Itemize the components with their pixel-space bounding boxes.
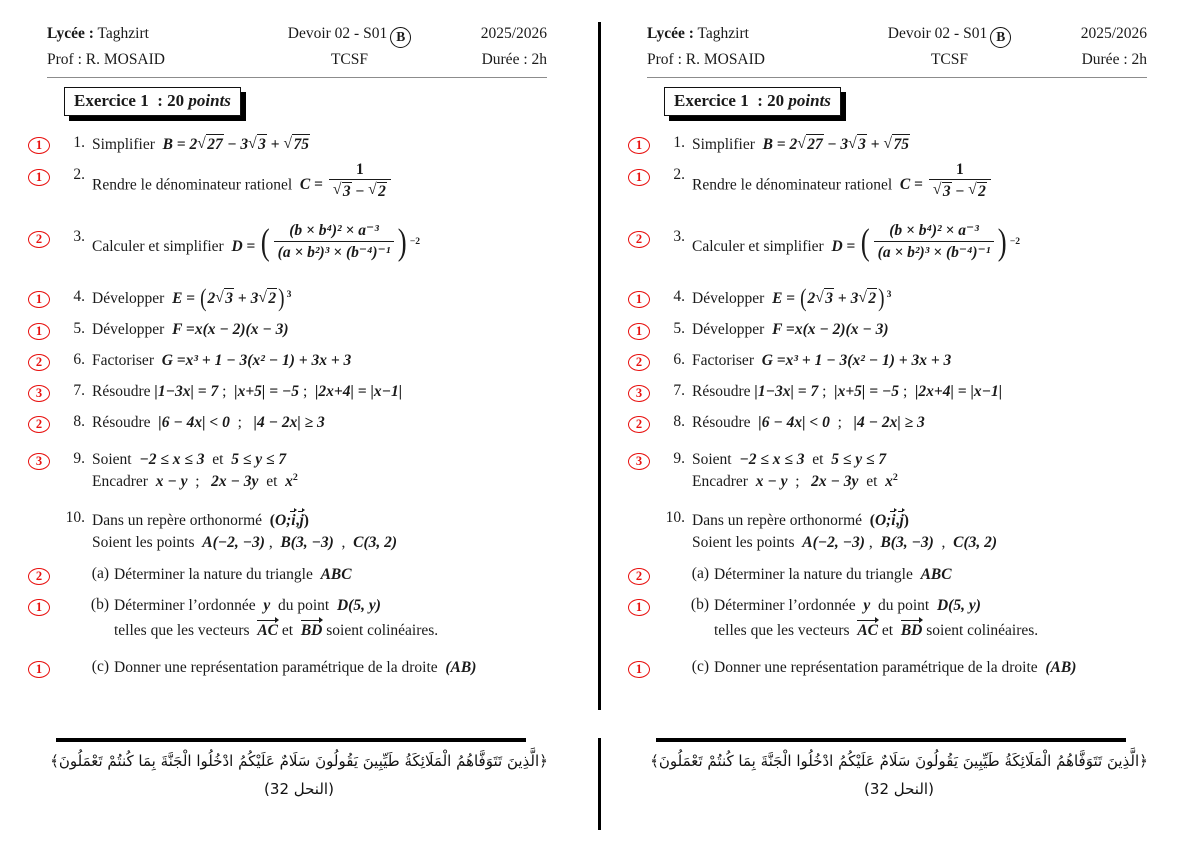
- variant-badge: B: [390, 27, 411, 48]
- question-number: 8.: [73, 413, 85, 431]
- question-item-8: [28, 413, 566, 434]
- school-year: 2025/2026: [480, 25, 547, 42]
- question-number: (c): [691, 658, 709, 676]
- conjunction: et: [266, 472, 278, 490]
- question-list: [628, 134, 1166, 679]
- question-item-1: [628, 134, 1166, 156]
- point-C: C(3, 2): [353, 534, 398, 552]
- question-item-1: [28, 134, 566, 156]
- math-range-x: −2 ≤ x ≤ 3: [739, 450, 805, 468]
- question-item-4: [28, 283, 566, 313]
- unknown-variable: y: [863, 596, 871, 614]
- math-expression-q3: D = ( $\frac{\text{(b × b⁴)² × a⁻³}}{\text{(a × b²)³ × (b⁻⁴)⁻¹}}$ ) $^{-2}$: [231, 222, 421, 264]
- question-text: [692, 134, 1166, 156]
- question-prompt: Rendre le dénominateur rationel: [692, 176, 893, 194]
- question-9-line2: [92, 471, 566, 493]
- encadrer-verb: Encadrer: [92, 472, 148, 490]
- question-prompt: Déterminer la nature du triangle: [114, 565, 313, 583]
- question-text: [714, 658, 1166, 679]
- points-badge: 3: [28, 453, 50, 470]
- question-prompt: Factoriser: [92, 352, 154, 370]
- points-badge: 2: [628, 416, 650, 433]
- points-cell: [628, 134, 662, 154]
- school-label: Lycée :: [647, 25, 694, 42]
- conjunction: et: [212, 450, 224, 468]
- question-text: [114, 565, 566, 586]
- q3-outer-exponent: −2: [1009, 236, 1021, 248]
- quran-footer: [24, 748, 574, 803]
- question-text: [92, 320, 566, 341]
- points-cell: [28, 413, 62, 433]
- question-item-6: [628, 351, 1166, 372]
- conjunction: et: [812, 450, 824, 468]
- math-ineq-2: |4 − 2x| ≥ 3: [853, 414, 925, 432]
- points-badge: 1: [628, 169, 650, 186]
- question-text: [92, 283, 566, 313]
- separator: ,: [268, 534, 273, 552]
- question-10b-line2: [714, 617, 1166, 642]
- points-cell: [628, 320, 662, 340]
- question-text: [92, 134, 566, 156]
- question-number: (a): [691, 564, 709, 582]
- question-text: [92, 450, 566, 471]
- points-cell: [628, 658, 662, 678]
- question-item-2: [28, 160, 566, 206]
- math-range-y: 5 ≤ y ≤ 7: [231, 450, 287, 468]
- math-expression-q1: B = 2 √ 27 − 3 √ 3 + √ 75: [763, 136, 910, 153]
- question-text: [92, 351, 566, 372]
- math-expression-q2: C = 1 √ 3 − √ 2: [900, 176, 993, 193]
- question-text: [92, 160, 566, 206]
- school-name: Taghzirt: [97, 25, 149, 42]
- math-term-1: x − y: [755, 472, 788, 490]
- question-text: [692, 450, 1166, 471]
- math-eq-1: |1−3x| = 7: [154, 383, 219, 401]
- question-item-9: [28, 450, 566, 471]
- question-item-2: [628, 160, 1166, 206]
- exercise-points: : 20: [157, 91, 185, 111]
- question-number: 1.: [73, 134, 85, 152]
- math-expression-q5: F =x(x − 2)(x − 3): [772, 321, 889, 339]
- exam-header: [647, 22, 1147, 72]
- question-10b-line2: [114, 617, 566, 642]
- points-label: Soient les points: [692, 534, 795, 552]
- teacher-field: Prof : R. MOSAID: [47, 51, 165, 68]
- header-divider: [47, 77, 547, 78]
- separator: ;: [822, 383, 827, 401]
- points-badge: 1: [628, 291, 650, 308]
- question-prompt: Résoudre: [692, 383, 751, 401]
- question-text: [114, 596, 566, 617]
- class-field: TCSF: [330, 51, 369, 68]
- math-term-3: $x^2$: [285, 471, 298, 490]
- question-text: [692, 222, 1166, 267]
- points-cell: [28, 166, 62, 186]
- question-prompt: Développer: [92, 321, 165, 339]
- math-expression-q4: E = (2 √ 3 + 3 √ 2) $^3$: [172, 290, 291, 307]
- quran-ayah: ﴿الَّذِينَ تَتَوَفَّاهُمُ الْمَلَائِكَةُ طَيِّبِينَ يَقُولُونَ سَلَامٌ عَلَيْكُمُ ادْخُلُوا الْجَنَّةَ بِمَا كُنتُمْ تَعْمَلُونَ﴾: [50, 752, 548, 770]
- q3-numerator: (b × b⁴)² × a⁻³: [889, 222, 979, 240]
- conjunction: et: [281, 621, 294, 639]
- quran-reference: (النحل 32): [264, 780, 334, 799]
- separator: ,: [941, 534, 946, 552]
- math-expression-q6: G =x³ + 1 − 3(x² − 1) + 3x + 3: [161, 352, 352, 370]
- question-list: [28, 134, 566, 679]
- question-number: 3.: [73, 227, 85, 245]
- math-term-3: $x^2$: [885, 471, 898, 490]
- math-range-x: −2 ≤ x ≤ 3: [139, 450, 205, 468]
- question-number: 3.: [673, 227, 685, 245]
- separator: ;: [237, 414, 242, 432]
- question-number: (b): [690, 595, 709, 613]
- line-AB: (AB): [1045, 659, 1077, 677]
- math-ineq-2: |4 − 2x| ≥ 3: [253, 414, 325, 432]
- quran-reference: (النحل 32): [864, 780, 934, 799]
- points-badge: 1: [628, 137, 650, 154]
- math-expression-q5: F =x(x − 2)(x − 3): [172, 321, 289, 339]
- school-name: Taghzirt: [697, 25, 749, 42]
- question-text: [714, 565, 1166, 586]
- question-text: [714, 596, 1166, 617]
- question-number: (a): [91, 564, 109, 582]
- question-item-10: [628, 509, 1166, 532]
- question-prompt: Simplifier: [92, 136, 155, 154]
- question-prompt: Déterminer l’ordonnée: [114, 596, 256, 614]
- points-badge: 2: [628, 231, 650, 248]
- question-number: 9.: [673, 449, 685, 467]
- points-cell: [28, 351, 62, 371]
- separator: ;: [222, 383, 227, 401]
- points-badge: 1: [28, 599, 50, 616]
- question-text: [692, 509, 1166, 532]
- question-number: 7.: [673, 382, 685, 400]
- points-cell: [628, 509, 662, 511]
- triangle-label: ABC: [920, 565, 952, 583]
- question-number: 2.: [73, 165, 85, 183]
- assessment-field: [872, 22, 1027, 48]
- question-item-8: [628, 413, 1166, 434]
- math-eq-3: |2x+4| = |x−1|: [315, 383, 403, 401]
- question-text: [692, 283, 1166, 313]
- line-AB: (AB): [445, 659, 477, 677]
- question-text: [92, 382, 566, 403]
- question-prompt: Simplifier: [692, 136, 755, 154]
- quran-footer: [624, 748, 1174, 803]
- question-item-3: [28, 222, 566, 267]
- class-field: TCSF: [930, 51, 969, 68]
- points-badge: 3: [628, 453, 650, 470]
- exercise-title: Exercice 1: [74, 91, 149, 111]
- math-eq-1: |1−3x| = 7: [754, 383, 819, 401]
- points-cell: [28, 565, 62, 585]
- exam-header: [47, 22, 547, 72]
- question-item-6: [28, 351, 566, 372]
- school-field: [647, 22, 872, 46]
- separator: ,: [341, 534, 346, 552]
- question-prompt: Développer: [692, 290, 765, 308]
- unknown-variable: y: [263, 596, 271, 614]
- points-cell: [28, 382, 62, 402]
- exercise-title: Exercice 1: [674, 91, 749, 111]
- separator: ,: [868, 534, 873, 552]
- vectors-post-text: soient colinéaires.: [326, 621, 439, 639]
- math-eq-3: |2x+4| = |x−1|: [915, 383, 1003, 401]
- math-expression-q3: D = ( $\frac{\text{(b × b⁴)² × a⁻³}}{\text{(a × b²)³ × (b⁻⁴)⁻¹}}$ ) $^{-2}$: [831, 222, 1021, 264]
- question-9-line2: [692, 471, 1166, 493]
- question-item-5: [28, 320, 566, 341]
- points-badge: 1: [628, 323, 650, 340]
- question-number: 7.: [73, 382, 85, 400]
- points-badge: 1: [28, 323, 50, 340]
- math-ineq-1: |6 − 4x| < 0: [158, 414, 230, 432]
- question-text: [692, 351, 1166, 372]
- school-label: Lycée :: [47, 25, 94, 42]
- question-prompt: Déterminer la nature du triangle: [714, 565, 913, 583]
- points-badge: 2: [28, 231, 50, 248]
- question-text: [692, 382, 1166, 403]
- exercise-title-box: [664, 87, 841, 116]
- question-number: 4.: [673, 288, 685, 306]
- points-badge: 2: [628, 354, 650, 371]
- points-badge: 2: [28, 416, 50, 433]
- question-item-10a: [28, 565, 566, 586]
- question-10-points-line: [692, 532, 1166, 554]
- question-prompt: Rendre le dénominateur rationel: [92, 176, 293, 194]
- header-divider: [647, 77, 1147, 78]
- assessment-label: Devoir 02 - S01: [287, 25, 388, 42]
- question-number: 5.: [73, 320, 85, 338]
- math-coordinate-frame: (O; i, j): [270, 512, 309, 529]
- question-item-9: [628, 450, 1166, 471]
- point-D: D(5, y): [936, 596, 981, 614]
- school-year: 2025/2026: [1080, 25, 1147, 42]
- assessment-field: [272, 22, 427, 48]
- question-number: 6.: [73, 351, 85, 369]
- question-item-10b: [628, 596, 1166, 617]
- q3-denominator: (a × b²)³ × (b⁻⁴)⁻¹: [274, 241, 395, 261]
- points-badge: 1: [28, 137, 50, 154]
- question-text: [114, 658, 566, 679]
- point-B: B(3, −3): [880, 534, 934, 552]
- quran-ayah: ﴿الَّذِينَ تَتَوَفَّاهُمُ الْمَلَائِكَةُ طَيِّبِينَ يَقُولُونَ سَلَامٌ عَلَيْكُمُ ادْخُلُوا الْجَنَّةَ بِمَا كُنتُمْ تَعْمَلُونَ﴾: [650, 752, 1148, 770]
- question-text: [92, 413, 566, 434]
- points-cell: [628, 596, 662, 616]
- points-cell: [628, 413, 662, 433]
- question-number: 10.: [665, 509, 685, 527]
- separator: ;: [795, 472, 800, 490]
- question-item-10b: [28, 596, 566, 617]
- math-term-1: x − y: [155, 472, 188, 490]
- points-cell: [28, 596, 62, 616]
- vector-AC: AC: [257, 622, 278, 639]
- separator: ;: [837, 414, 842, 432]
- q3-numerator: (b × b⁴)² × a⁻³: [289, 222, 379, 240]
- math-term-2: 2x − 3y: [211, 472, 259, 490]
- math-eq-2: |x+5| = −5: [234, 383, 300, 401]
- question-text: [92, 222, 566, 267]
- question-item-5: [628, 320, 1166, 341]
- variant-badge: B: [990, 27, 1011, 48]
- question-item-3: [628, 222, 1166, 267]
- worksheet-column: [600, 0, 1200, 849]
- math-ineq-1: |6 − 4x| < 0: [758, 414, 830, 432]
- question-prompt: Dans un repère orthonormé: [92, 512, 263, 530]
- question-number: 8.: [673, 413, 685, 431]
- duration-field: Durée : 2h: [481, 51, 547, 68]
- mid-text: du point: [877, 596, 930, 614]
- question-item-10c: [28, 658, 566, 679]
- points-badge: 3: [28, 385, 50, 402]
- encadrer-verb: Encadrer: [692, 472, 748, 490]
- mid-text: du point: [277, 596, 330, 614]
- point-D: D(5, y): [336, 596, 381, 614]
- footer-divider: [656, 738, 1126, 742]
- points-cell: [28, 228, 62, 248]
- points-badge: 1: [628, 661, 650, 678]
- point-A: A(−2, −3): [202, 534, 265, 552]
- separator: ;: [902, 383, 908, 401]
- question-prompt: Résoudre: [92, 383, 151, 401]
- question-10-points-line: [92, 532, 566, 554]
- question-text: [692, 320, 1166, 341]
- points-cell: [628, 351, 662, 371]
- triangle-label: ABC: [320, 565, 352, 583]
- question-prompt: Déterminer l’ordonnée: [714, 596, 856, 614]
- question-number: 10.: [65, 509, 85, 527]
- math-expression-q6: G =x³ + 1 − 3(x² − 1) + 3x + 3: [761, 352, 952, 370]
- question-number: (c): [91, 658, 109, 676]
- question-item-10c: [628, 658, 1166, 679]
- question-number: 9.: [73, 449, 85, 467]
- school-field: [47, 22, 272, 46]
- exercise-points-word: points: [188, 91, 231, 111]
- math-range-y: 5 ≤ y ≤ 7: [831, 450, 887, 468]
- vector-AC: AC: [857, 622, 878, 639]
- question-text: [692, 413, 1166, 434]
- points-cell: [628, 166, 662, 186]
- math-term-2: 2x − 3y: [811, 472, 859, 490]
- points-badge: 3: [628, 385, 650, 402]
- points-cell: [28, 509, 62, 511]
- question-prompt: Résoudre: [692, 414, 751, 432]
- question-number: 4.: [73, 288, 85, 306]
- footer-divider: [56, 738, 526, 742]
- exercise-points: : 20: [757, 91, 785, 111]
- q3-outer-exponent: −2: [409, 236, 421, 248]
- exercise-title-wrap: [64, 87, 241, 116]
- vectors-post-text: soient colinéaires.: [926, 621, 1039, 639]
- point-C: C(3, 2): [953, 534, 998, 552]
- question-prompt: Factoriser: [692, 352, 754, 370]
- exercise-points-word: points: [788, 91, 831, 111]
- question-prompt: Donner une représentation paramétrique de la droite: [114, 659, 438, 677]
- vectors-pre-text: telles que les vecteurs: [114, 621, 250, 639]
- question-number: 2.: [673, 165, 685, 183]
- points-badge: 2: [628, 568, 650, 585]
- exercise-title-wrap: [664, 87, 841, 116]
- points-cell: [28, 450, 62, 470]
- point-A: A(−2, −3): [802, 534, 865, 552]
- teacher-field: Prof : R. MOSAID: [647, 51, 765, 68]
- q3-denominator: (a × b²)³ × (b⁻⁴)⁻¹: [874, 241, 995, 261]
- question-prompt: Développer: [92, 290, 165, 308]
- question-number: 5.: [673, 320, 685, 338]
- question-prompt: Dans un repère orthonormé: [692, 512, 863, 530]
- math-eq-2: |x+5| = −5: [834, 383, 900, 401]
- points-badge: 1: [28, 291, 50, 308]
- question-text: [692, 160, 1166, 206]
- points-cell: [28, 320, 62, 340]
- math-coordinate-frame: (O; i, j): [870, 512, 909, 529]
- assessment-label: Devoir 02 - S01: [887, 25, 988, 42]
- question-prompt: Calculer et simplifier: [692, 237, 824, 255]
- question-prompt: Calculer et simplifier: [92, 237, 224, 255]
- points-cell: [628, 288, 662, 308]
- question-item-4: [628, 283, 1166, 313]
- question-text: [92, 509, 566, 532]
- question-prompt: Soient: [692, 450, 732, 468]
- math-expression-q2: C = 1 √ 3 − √ 2: [300, 176, 393, 193]
- points-badge: 2: [28, 354, 50, 371]
- question-item-7: [628, 382, 1166, 403]
- points-cell: [628, 228, 662, 248]
- question-number: 6.: [673, 351, 685, 369]
- vectors-pre-text: telles que les vecteurs: [714, 621, 850, 639]
- points-cell: [628, 382, 662, 402]
- question-prompt: Soient: [92, 450, 132, 468]
- points-badge: 1: [28, 661, 50, 678]
- duration-field: Durée : 2h: [1081, 51, 1147, 68]
- question-prompt: Développer: [692, 321, 765, 339]
- question-number: 1.: [673, 134, 685, 152]
- points-badge: 2: [28, 568, 50, 585]
- points-cell: [28, 134, 62, 154]
- question-number: (b): [90, 595, 109, 613]
- math-expression-q4: E = (2 √ 3 + 3 √ 2) $^3$: [772, 290, 891, 307]
- point-B: B(3, −3): [280, 534, 334, 552]
- points-cell: [628, 565, 662, 585]
- conjunction: et: [866, 472, 878, 490]
- vector-BD: BD: [301, 622, 323, 639]
- points-badge: 1: [28, 169, 50, 186]
- points-label: Soient les points: [92, 534, 195, 552]
- question-item-10a: [628, 565, 1166, 586]
- math-expression-q1: B = 2 √ 27 − 3 √ 3 + √ 75: [163, 136, 310, 153]
- separator: ;: [302, 383, 308, 401]
- question-prompt: Résoudre: [92, 414, 151, 432]
- exercise-title-box: [64, 87, 241, 116]
- conjunction: et: [881, 621, 894, 639]
- question-item-10: [28, 509, 566, 532]
- points-badge: 1: [628, 599, 650, 616]
- separator: ;: [195, 472, 200, 490]
- points-cell: [28, 288, 62, 308]
- question-item-7: [28, 382, 566, 403]
- vector-BD: BD: [901, 622, 923, 639]
- question-prompt: Donner une représentation paramétrique de la droite: [714, 659, 1038, 677]
- points-cell: [28, 658, 62, 678]
- points-cell: [628, 450, 662, 470]
